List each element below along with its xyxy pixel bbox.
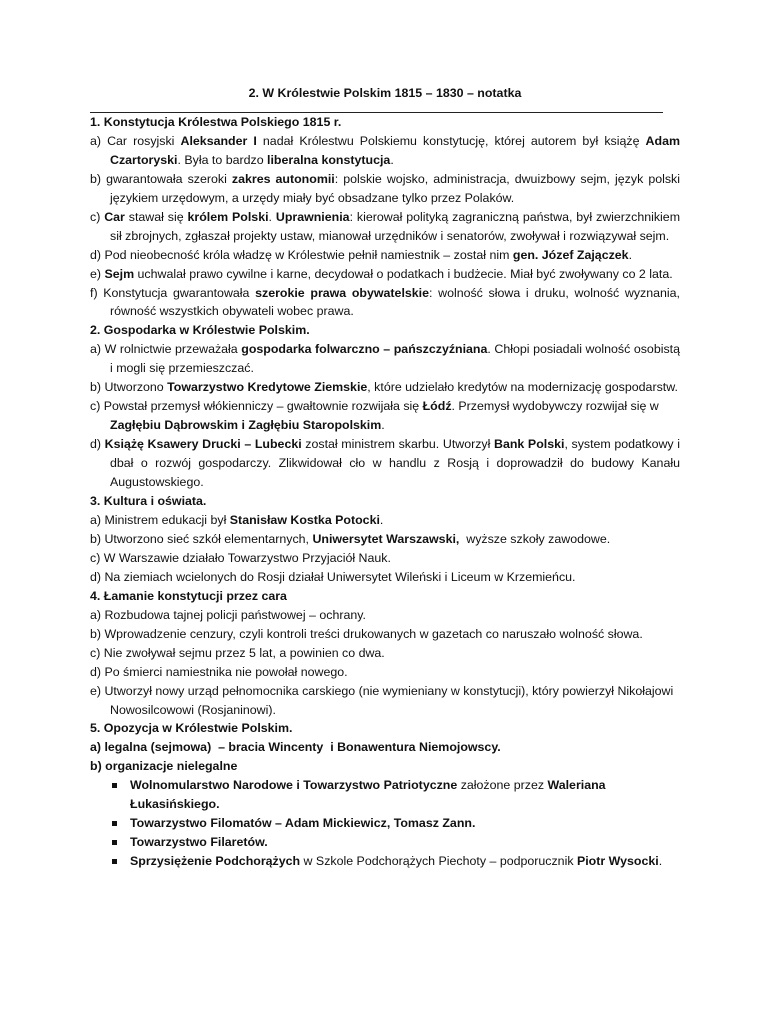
list-item: Towarzystwo Filomatów – Adam Mickiewicz, Tomasz Zann. <box>110 814 680 833</box>
section-5-item-b: b) organizacje nielegalne <box>90 759 238 774</box>
illegal-organizations-list <box>90 776 680 871</box>
section-3-heading: 3. Kultura i oświata. <box>90 494 207 509</box>
section-5-heading: 5. Opozycja w Królestwie Polskim. <box>90 721 293 736</box>
section-1-item-a: a) Car rosyjski Aleksander I nadał Królestwu Polskiemu konstytucję, której autorem był książę Adam Czartoryski. Była to bardzo liberalna konstytucja. <box>90 133 680 167</box>
section-2-item-a: a) W rolnictwie przeważała gospodarka folwarczno – pańszczyźniana. Chłopi posiadali wolność osobistą i mogli się przemieszczać. <box>90 342 680 376</box>
document-title: 2. W Królestwie Polskim 1815 – 1830 – notatka <box>248 86 522 100</box>
section-1-heading: 1. Konstytucja Królestwa Polskiego 1815 r. <box>90 114 342 129</box>
section-1-item-e: e) Sejm uchwalał prawo cywilne i karne, decydował o podatkach i budżecie. Miał być zwoływany co 2 lata. <box>90 266 673 281</box>
section-2-item-d: d) Książę Ksawery Drucki – Lubecki został ministrem skarbu. Utworzył Bank Polski, system podatkowy i dbał o rozwój gospodarczy. Zlikwidował cło w handlu z Rosją i doprowadził do budowy Kanału Augustowskiego. <box>90 437 680 490</box>
section-1-item-b: b) gwarantowała szeroki zakres autonomii: polskie wojsko, administracja, dwuizbowy sejm, język polski językiem urzędowym, a urzędy miały być obsadzane tylko przez Polaków. <box>90 171 680 205</box>
section-3-item-c: c) W Warszawie działało Towarzystwo Przyjaciół Nauk. <box>90 550 391 565</box>
bullet-square-icon <box>112 859 117 864</box>
section-2-item-b: b) Utworzono Towarzystwo Kredytowe Ziemskie, które udzielało kredytów na modernizację gospodarstw. <box>90 380 678 395</box>
section-4-item-d: d) Po śmierci namiestnika nie powołał nowego. <box>90 664 348 679</box>
section-2-heading: 2. Gospodarka w Królestwie Polskim. <box>90 323 310 338</box>
section-3-item-d: d) Na ziemiach wcielonych do Rosji działał Uniwersytet Wileński i Liceum w Krzemieńcu. <box>90 569 576 584</box>
bullet-square-icon <box>112 821 117 826</box>
section-4-item-a: a) Rozbudowa tajnej policji państwowej – ochrany. <box>90 607 366 622</box>
section-5-item-a: a) legalna (sejmowa) – bracia Wincenty i Bonawentura Niemojowscy. <box>90 740 501 755</box>
section-4-item-c: c) Nie zwoływał sejmu przez 5 lat, a powinien co dwa. <box>90 645 385 660</box>
section-4-item-e: e) Utworzył nowy urząd pełnomocnika carskiego (nie wymieniany w konstytucji), który powierzył Nikołajowi Nowosilcowowi (Rosjaninowi). <box>90 683 674 717</box>
section-2-item-c: c) Powstał przemysł włókienniczy – gwałtownie rozwijała się Łódź. Przemysł wydobywczy rozwijał się w Zagłębiu Dąbrowskim i Zagłębiu Staropolskim. <box>90 399 659 433</box>
bullet-square-icon <box>112 840 117 845</box>
list-item: Towarzystwo Filaretów. <box>110 833 680 852</box>
section-4-heading: 4. Łamanie konstytucji przez cara <box>90 588 287 603</box>
section-4-item-b: b) Wprowadzenie cenzury, czyli kontroli treści drukowanych w gazetach co naruszało wolność słowa. <box>90 626 643 641</box>
document-page <box>90 84 680 871</box>
section-1-item-f: f) Konstytucja gwarantowała szerokie prawa obywatelskie: wolność słowa i druku, wolność wyznania, równość wszystkich obywateli wobec prawa. <box>90 285 680 319</box>
section-3-item-a: a) Ministrem edukacji był Stanisław Kostka Potocki. <box>90 512 384 527</box>
section-1-item-d: d) Pod nieobecność króla władzę w Królestwie pełnił namiestnik – został nim gen. Józef Zajączek. <box>90 247 633 262</box>
section-3-item-b: b) Utworzono sieć szkół elementarnych, Uniwersytet Warszawski, wyższe szkoły zawodowe. <box>90 531 611 546</box>
section-1-item-c: c) Car stawał się królem Polski. Uprawnienia: kierował polityką zagraniczną państwa, był zwierzchnikiem sił zbrojnych, zgłaszał projekty ustaw, mianował urzędników i senatorów, zwoływał i rozwiązywał sejm. <box>90 209 681 243</box>
list-item: Wolnomularstwo Narodowe i Towarzystwo Patriotyczne założone przez Waleriana Łukasińskiego. <box>110 776 680 814</box>
bullet-square-icon <box>112 783 117 788</box>
list-item: Sprzysiężenie Podchorążych w Szkole Podchorążych Piechoty – podporucznik Piotr Wysocki. <box>110 852 680 871</box>
